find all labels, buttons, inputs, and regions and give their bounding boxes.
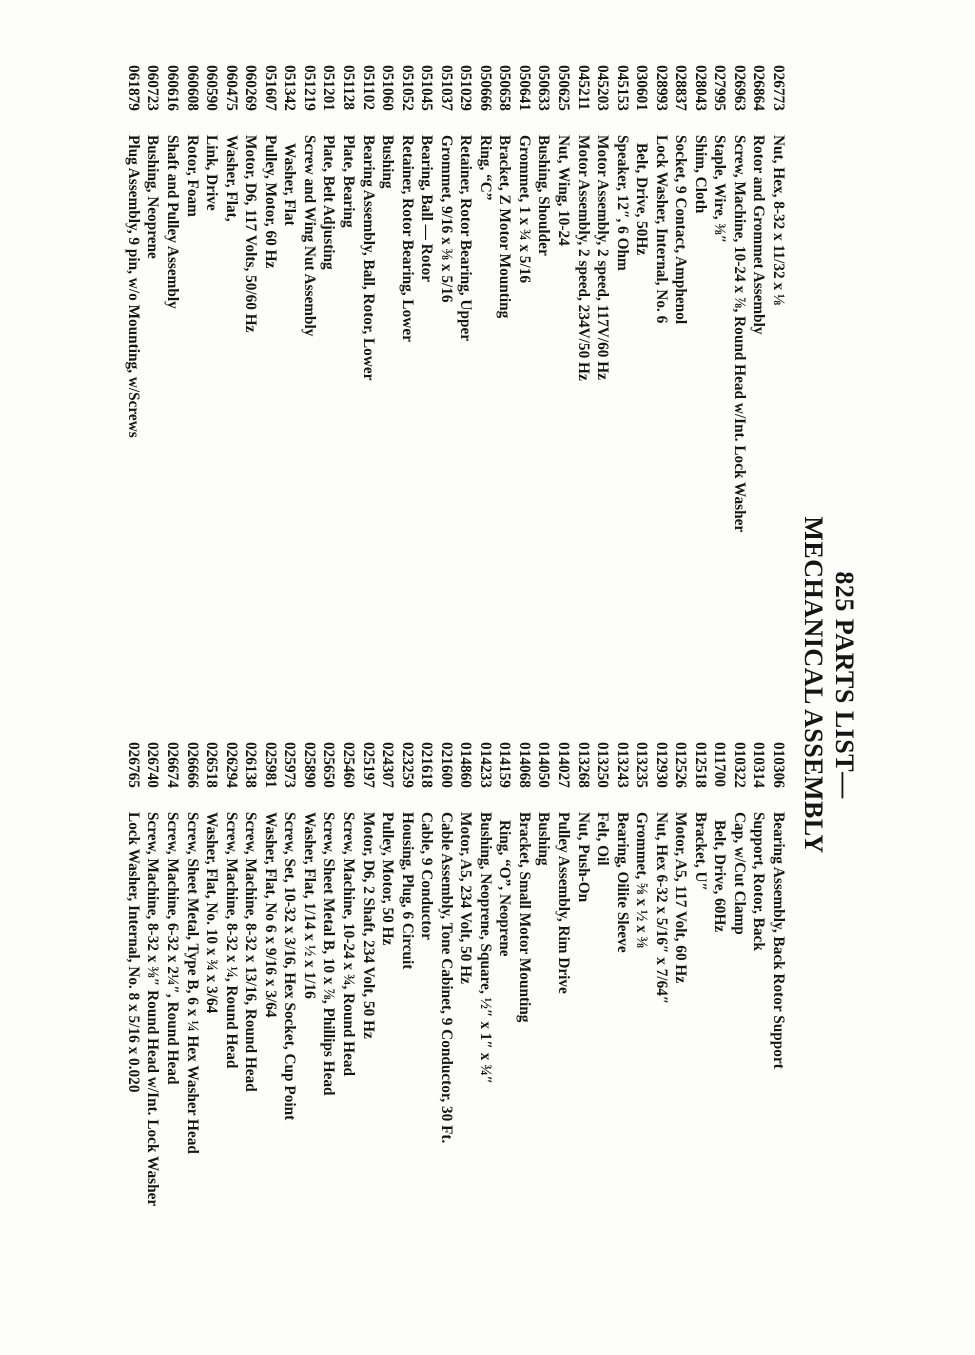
- parts-row: [671, 742, 691, 1342]
- part-description: Plug Assembly, 9 pin, w/o Mounting, w/Screws: [124, 135, 142, 438]
- part-description: Staple, Wire, ⅜″: [711, 135, 729, 244]
- part-description: Support, Rotor, Back: [750, 812, 768, 951]
- part-description: Lock Washer, Internal, No. 8 x 5/16 x 0.020: [124, 812, 142, 1093]
- part-number: 051029: [457, 65, 475, 111]
- parts-row: [495, 742, 515, 1342]
- part-description: Bracket, Small Motor Mounting: [515, 812, 533, 1023]
- part-description: Shaft and Pulley Assembly: [164, 135, 182, 309]
- part-number: 060723: [144, 65, 162, 111]
- part-number: 060269: [242, 65, 260, 111]
- part-description: Screw and Wing Nut Assembly: [300, 135, 318, 337]
- parts-row: [690, 65, 710, 710]
- parts-row: [612, 742, 632, 1342]
- part-number: 011700: [711, 742, 729, 788]
- parts-row: [397, 742, 417, 1342]
- part-description: Retainer, Rotor Bearing, Lower: [398, 135, 416, 342]
- parts-row: [690, 742, 710, 1342]
- page-subtitle: MECHANICAL ASSEMBLY: [799, 516, 828, 854]
- parts-row: [514, 742, 534, 1342]
- part-description: Cable, 9 Conductor: [418, 812, 436, 940]
- parts-row: [612, 65, 632, 710]
- part-number: 013235: [633, 742, 651, 788]
- parts-row: [202, 65, 222, 710]
- parts-row: [378, 742, 398, 1342]
- part-description: Washer, Flat, No 6 x 9/16 x 3/64: [261, 812, 279, 1018]
- parts-row: [319, 65, 339, 710]
- part-number: 021600: [437, 742, 455, 788]
- parts-row: [338, 65, 358, 710]
- part-number: 050666: [476, 65, 494, 111]
- part-description: Bearing, Oilite Sleeve: [613, 812, 631, 953]
- part-description: Screw, Machine, 6-32 x 2¼″, Round Head: [164, 812, 182, 1085]
- part-number: 014159: [496, 742, 514, 788]
- part-number: 014068: [515, 742, 533, 788]
- part-description: Shim, Cloth: [691, 135, 709, 214]
- part-description: Nut, Hex, 8-32 x 11/32 x ⅛: [770, 135, 787, 306]
- part-number: 060590: [203, 65, 221, 111]
- part-description: Bushing, Shoulder: [535, 135, 553, 256]
- part-description: Rotor, Foam: [183, 135, 201, 217]
- parts-row: [534, 65, 554, 710]
- part-description: Plate, Belt Adjusting: [320, 135, 338, 270]
- part-description: Motor, A5, 117 Volt, 60 Hz: [672, 812, 690, 984]
- part-description: Lock Washer, Internal, No. 6: [652, 135, 670, 324]
- part-description: Bushing: [379, 135, 397, 189]
- parts-column-left: [123, 65, 788, 710]
- parts-row: [632, 742, 652, 1342]
- parts-row: [475, 65, 495, 710]
- part-number: 026765: [124, 742, 142, 788]
- part-description: Ring, “C”: [476, 135, 494, 201]
- part-description: Pulley, Motor, 50 Hz: [379, 812, 397, 946]
- parts-row: [553, 65, 573, 710]
- part-number: 051342: [281, 65, 299, 111]
- part-number: 028043: [691, 65, 709, 111]
- part-number: 026294: [222, 742, 240, 788]
- parts-row: [475, 742, 495, 1342]
- part-number: 026773: [770, 65, 787, 111]
- part-number: 060608: [183, 65, 201, 111]
- parts-row: [417, 742, 437, 1342]
- part-description: Screw, Machine, 10-24 x ¾, Round Head: [339, 812, 357, 1077]
- part-number: 025197: [359, 742, 377, 788]
- part-number: 050633: [535, 65, 553, 111]
- title-block: [798, 20, 860, 1350]
- part-description: Bracket, Z Motor Mounting: [496, 135, 514, 319]
- part-description: Cable Assembly, Tone Cabinet, 9 Conductor, 30 Ft.: [437, 812, 455, 1144]
- part-number: 013250: [594, 742, 612, 788]
- part-number: 012930: [652, 742, 670, 788]
- part-description: Motor, D6, 2 Shaft, 234 Volt, 50 Hz: [359, 812, 377, 1039]
- part-number: 051052: [398, 65, 416, 111]
- parts-row: [553, 742, 573, 1342]
- parts-row: [436, 742, 456, 1342]
- parts-row: [573, 742, 593, 1342]
- part-description: Screw, Set, 10-32 x 3/16, Hex Socket, Cup Point: [281, 812, 299, 1121]
- part-number: 028993: [652, 65, 670, 111]
- part-description: Ring, “O”, Neoprene: [496, 820, 514, 957]
- parts-row: [163, 742, 183, 1342]
- parts-row: [163, 65, 183, 710]
- part-number: 051037: [437, 65, 455, 111]
- part-description: Speaker, 12″, 6 Ohm: [613, 135, 631, 271]
- part-description: Socket, 9 Contact, Amphenol: [672, 135, 690, 325]
- part-description: Screw, Machine, 8-32 x 13/16, Round Head: [242, 812, 260, 1092]
- part-number: 060475: [222, 65, 240, 111]
- parts-row: [299, 65, 319, 710]
- part-number: 025890: [300, 742, 318, 788]
- parts-row: [710, 65, 730, 710]
- parts-row: [299, 742, 319, 1342]
- part-description: Bushing, Neoprene, Square, ½″ x 1″ x ¾″: [476, 812, 494, 1085]
- part-number: 010322: [730, 742, 748, 788]
- part-description: Screw, Machine, 8-32 x ⅜″ Round Head w/Int. Lock Washer: [144, 812, 162, 1207]
- part-description: Felt, Oil: [594, 812, 612, 866]
- part-description: Bushing, Neoprene: [144, 135, 162, 259]
- part-number: 014233: [476, 742, 494, 788]
- parts-row: [593, 742, 613, 1342]
- part-description: Motor Assembly, 2 speed, 117V/60 Hz: [594, 135, 612, 380]
- part-number: 026674: [164, 742, 182, 788]
- parts-row: [260, 65, 280, 710]
- parts-row: [593, 65, 613, 710]
- part-number: 030601: [633, 65, 651, 111]
- parts-row: [749, 65, 769, 710]
- part-description: Motor, D6, 117 Volts, 50/60 Hz: [242, 135, 260, 333]
- parts-row: [729, 65, 749, 710]
- part-number: 045211: [574, 65, 592, 111]
- parts-row: [573, 65, 593, 710]
- parts-row: [768, 65, 788, 710]
- page-title: 825 PARTS LIST—: [830, 571, 859, 799]
- part-number: 051102: [359, 65, 377, 111]
- part-number: 051128: [339, 65, 357, 111]
- parts-row: [358, 65, 378, 710]
- part-description: Nut, Hex 6-32 x 5/16″ x 7/64″: [652, 812, 670, 1005]
- part-description: Nut, Wing, 10-24: [554, 135, 572, 246]
- parts-row: [632, 65, 652, 710]
- part-number: 024307: [379, 742, 397, 788]
- parts-row: [749, 742, 769, 1342]
- part-description: Screw, Machine, 8-32 x ¼, Round Head: [222, 812, 240, 1069]
- parts-row: [729, 742, 749, 1342]
- parts-row: [378, 65, 398, 710]
- part-number: 045153: [613, 65, 631, 111]
- parts-row: [280, 742, 300, 1342]
- parts-row: [143, 65, 163, 710]
- part-number: 026740: [144, 742, 162, 788]
- part-number: 014860: [457, 742, 475, 788]
- parts-row: [221, 742, 241, 1342]
- part-description: Plate, Bearing: [339, 135, 357, 228]
- part-description: Washer, Flat, No. 10 x ¾ x 3/64: [203, 812, 221, 1014]
- part-number: 061879: [124, 65, 142, 111]
- parts-row: [671, 65, 691, 710]
- parts-column-right: [123, 742, 788, 1342]
- parts-row: [319, 742, 339, 1342]
- part-description: Grommet, ⅝ x ½ x ⅜: [633, 812, 651, 949]
- part-description: Rotor and Grommet Assembly: [750, 135, 768, 335]
- part-number: 010306: [770, 742, 787, 788]
- part-number: 014050: [535, 742, 553, 788]
- parts-row: [436, 65, 456, 710]
- parts-row: [651, 65, 671, 710]
- parts-row: [182, 65, 202, 710]
- part-description: Belt, Drive, 60Hz: [711, 820, 729, 933]
- parts-row: [123, 742, 143, 1342]
- part-description: Washer, Flat: [281, 143, 299, 226]
- parts-row: [241, 65, 261, 710]
- part-number: 051607: [261, 65, 279, 111]
- part-number: 050658: [496, 65, 514, 111]
- part-description: Screw, Sheet Metal B, 10 x ⅞, Phillips Head: [320, 812, 338, 1096]
- part-number: 025973: [281, 742, 299, 788]
- part-number: 023259: [398, 742, 416, 788]
- part-number: 026138: [242, 742, 260, 788]
- parts-row: [710, 742, 730, 1342]
- part-description: Bearing Assembly, Back Rotor Support: [770, 812, 787, 1069]
- parts-row: [241, 742, 261, 1342]
- part-description: Nut, Push-On: [574, 812, 592, 903]
- part-number: 010314: [750, 742, 768, 788]
- part-description: Grommet, 1 x ¾ x 5/16: [515, 135, 533, 283]
- part-description: Screw, Sheet Metal, Type B, 6 x ¼ Hex Washer Head: [183, 812, 201, 1154]
- parts-row: [182, 742, 202, 1342]
- part-description: Bracket, U″: [691, 812, 709, 891]
- part-description: Bearing Assembly, Ball, Rotor, Lower: [359, 135, 377, 381]
- part-number: 051045: [418, 65, 436, 111]
- part-number: 025460: [339, 742, 357, 788]
- part-number: 051201: [320, 65, 338, 111]
- part-number: 013243: [613, 742, 631, 788]
- part-description: Housing, Plug, 6 Circuit: [398, 812, 416, 970]
- parts-row: [280, 65, 300, 710]
- parts-row: [514, 65, 534, 710]
- parts-row: [221, 65, 241, 710]
- part-description: Washer, Flat, 1/14 x ½ x 1/16: [300, 812, 318, 999]
- part-description: Retainer, Rotor Bearing, Upper: [457, 135, 475, 342]
- part-number: 012518: [691, 742, 709, 788]
- part-number: 025981: [261, 742, 279, 788]
- parts-row: [768, 742, 788, 1342]
- part-description: Belt, Drive, 50Hz: [633, 143, 651, 256]
- part-number: 028837: [672, 65, 690, 111]
- part-description: Motor, A5, 234 Volt, 50 Hz: [457, 812, 475, 984]
- part-number: 026518: [203, 742, 221, 788]
- parts-row: [456, 65, 476, 710]
- parts-row: [397, 65, 417, 710]
- part-number: 014027: [554, 742, 572, 788]
- part-number: 045203: [594, 65, 612, 111]
- part-description: Pulley Assembly, Rim Drive: [554, 812, 572, 994]
- part-number: 026864: [750, 65, 768, 111]
- parts-row: [123, 65, 143, 710]
- parts-row: [358, 742, 378, 1342]
- part-number: 051060: [379, 65, 397, 111]
- parts-row: [534, 742, 554, 1342]
- part-number: 060616: [164, 65, 182, 111]
- parts-row: [202, 742, 222, 1342]
- part-number: 027995: [711, 65, 729, 111]
- part-number: 021618: [418, 742, 436, 788]
- parts-row: [456, 742, 476, 1342]
- part-description: Bushing: [535, 812, 553, 866]
- rotated-page-content: [124, 20, 910, 1350]
- part-number: 050625: [554, 65, 572, 111]
- part-description: Screw, Machine, 10-24 x ⅞, Round Head w/Int. Lock Washer: [730, 135, 748, 533]
- part-description: Cap, w/Cut Clamp: [730, 812, 748, 935]
- part-number: 012526: [672, 742, 690, 788]
- part-description: Link, Drive: [203, 135, 221, 211]
- part-description: Motor Assembly, 2 speed, 234V/50 Hz: [574, 135, 592, 381]
- part-description: Bearing, Ball — Rotor: [418, 135, 436, 283]
- part-description: Pulley, Motor, 60 Hz: [261, 135, 279, 269]
- part-number: 051219: [300, 65, 318, 111]
- parts-row: [417, 65, 437, 710]
- parts-row: [495, 65, 515, 710]
- part-description: Washer, Flat,: [222, 135, 240, 222]
- parts-row: [260, 742, 280, 1342]
- part-number: 050641: [515, 65, 533, 111]
- part-number: 025650: [320, 742, 338, 788]
- parts-row: [651, 742, 671, 1342]
- parts-row: [143, 742, 163, 1342]
- part-number: 013268: [574, 742, 592, 788]
- part-description: Grommet, 9/16 x ⅜ x 5/16: [437, 135, 455, 303]
- part-number: 026963: [730, 65, 748, 111]
- part-number: 026666: [183, 742, 201, 788]
- parts-row: [338, 742, 358, 1342]
